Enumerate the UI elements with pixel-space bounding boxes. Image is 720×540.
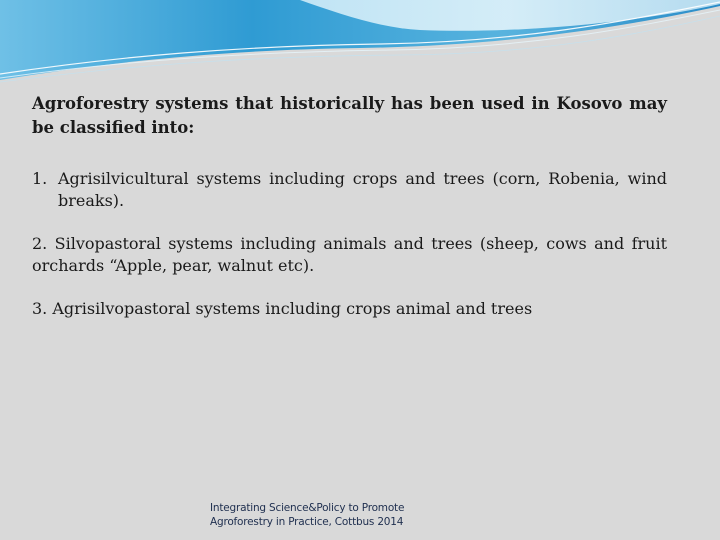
footer-line-1: Integrating Science&Policy to Promote: [210, 502, 405, 514]
header-wave-decoration: [0, 0, 720, 90]
footer-line-2: Agroforestry in Practice, Cottbus 2014: [210, 516, 404, 528]
list-item-number: 1.: [32, 169, 48, 188]
list-item-text: Agrisilvicultural systems including crops and trees (corn, Robenia, wind breaks).: [58, 169, 667, 210]
list-item-agrisilvopastoral: 3. Agrisilvopastoral systems including crops animal and trees: [32, 299, 533, 318]
slide-body: [32, 92, 667, 320]
list-item-silvopastoral: 2. Silvopastoral systems including animals and trees (sheep, cows and fruit orchards “Apple, pear, walnut etc).: [32, 234, 667, 275]
slide-footer: [210, 501, 404, 529]
intro-heading: Agroforestry systems that historically has been used in Kosovo may be classified into:: [32, 94, 667, 137]
list-item-agrisilvicultural: [32, 168, 667, 212]
